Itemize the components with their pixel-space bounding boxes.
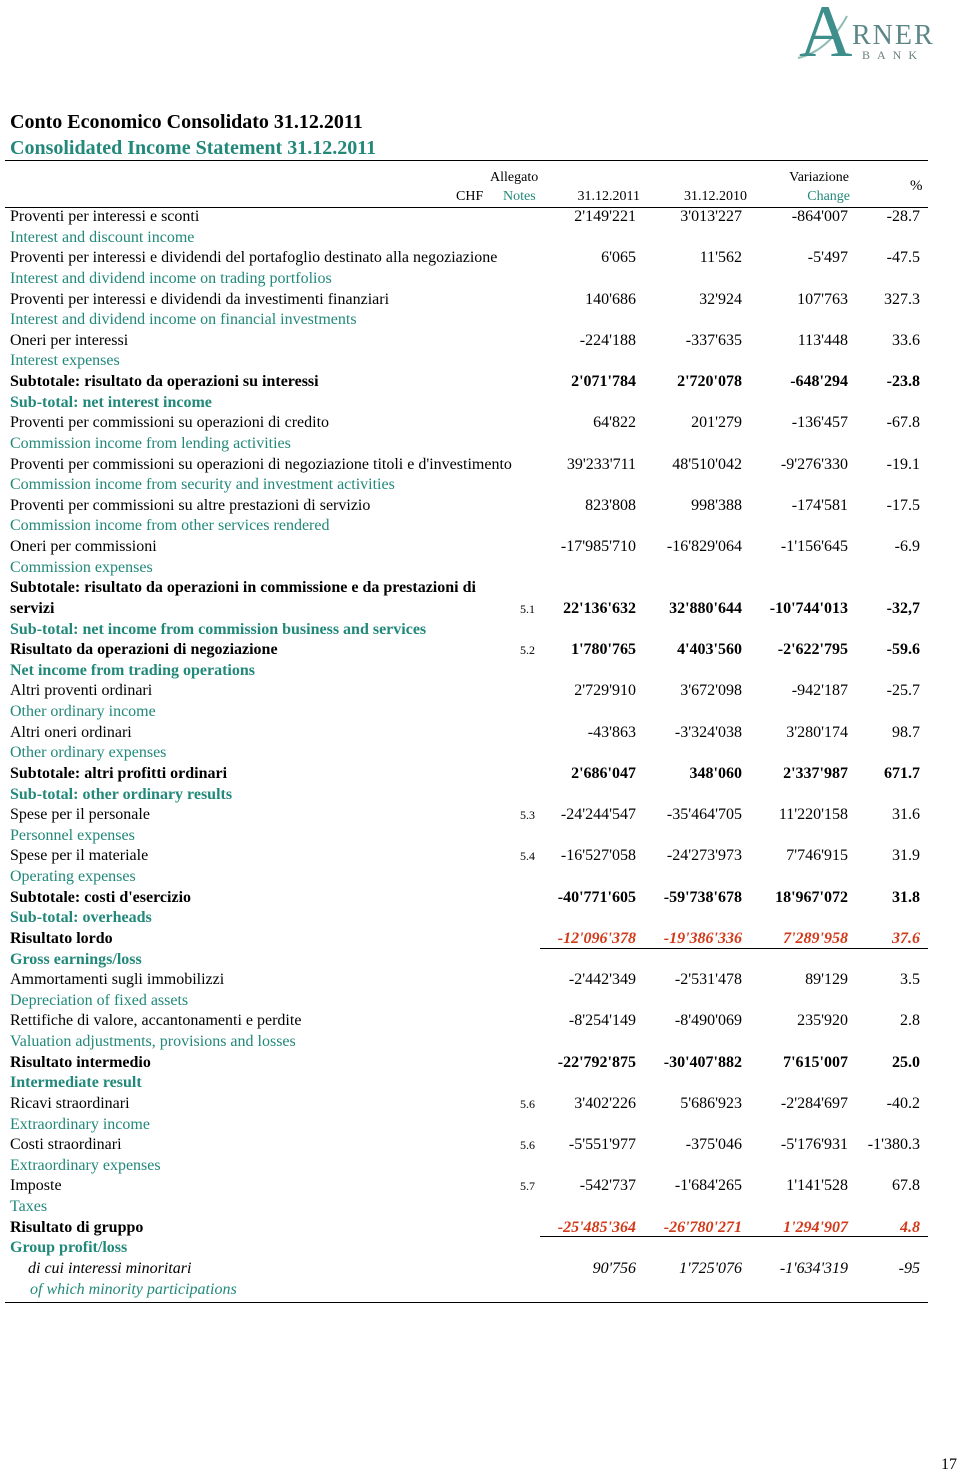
value-2010: 348'060 — [689, 764, 742, 782]
value-pct: -95 — [898, 1259, 920, 1277]
row-line-it — [0, 764, 960, 785]
header-change: Change — [807, 189, 850, 204]
key-total-underline — [540, 948, 928, 949]
row-line-en — [0, 950, 960, 971]
income-row — [0, 640, 960, 681]
row-line-en — [0, 702, 960, 723]
value-change: -2'622'795 — [777, 641, 848, 659]
income-row — [0, 1135, 960, 1176]
value-change: 1'141'528 — [786, 1177, 848, 1195]
header-notes: Notes — [503, 189, 536, 204]
value-pct: 37.6 — [892, 929, 920, 947]
row-label-it: Costi straordinari — [10, 1136, 122, 1154]
row-line-it — [0, 578, 960, 619]
income-row — [0, 496, 960, 537]
row-label-it: Risultato di gruppo — [10, 1218, 144, 1236]
statement-title-it: Conto Economico Consolidato 31.12.2011 — [10, 111, 363, 133]
income-row — [0, 1218, 960, 1259]
row-line-en — [0, 867, 960, 888]
row-label-en: Commission income from lending activities — [10, 434, 291, 452]
row-label-it: Proventi per interessi e sconti — [10, 208, 200, 225]
income-row — [0, 413, 960, 454]
value-2011: 90'756 — [592, 1259, 636, 1277]
row-line-it — [0, 1218, 960, 1239]
value-2010: -59'738'678 — [663, 888, 742, 906]
value-pct: 31.9 — [892, 847, 920, 865]
row-line-it — [0, 413, 960, 434]
value-change: -2'284'697 — [780, 1094, 848, 1112]
value-2010: -19'386'336 — [663, 929, 742, 947]
value-change: 235'920 — [797, 1012, 848, 1030]
value-2010: -26'780'271 — [663, 1218, 742, 1236]
value-2011: -17'985'710 — [560, 538, 636, 555]
row-label-it: Spese per il personale — [10, 806, 150, 824]
row-label-en: Interest and discount income — [10, 228, 195, 246]
value-pct: -59.6 — [886, 641, 920, 659]
rule-top — [5, 160, 928, 161]
income-row — [0, 723, 960, 764]
income-statement-table — [0, 207, 960, 1300]
row-line-it — [0, 929, 960, 950]
value-pct: 31.8 — [892, 888, 920, 906]
value-2010: -16'829'064 — [666, 538, 742, 555]
row-line-en — [0, 908, 960, 929]
row-note: 5.3 — [520, 808, 535, 823]
income-row — [0, 207, 960, 248]
row-line-it — [0, 496, 960, 517]
value-pct: 4.8 — [900, 1218, 920, 1236]
row-line-it — [0, 846, 960, 867]
income-row — [0, 248, 960, 289]
value-2010: 998'388 — [691, 496, 742, 514]
row-line-it — [0, 805, 960, 826]
value-2010: 4'403'560 — [677, 641, 742, 659]
value-2010: 2'720'078 — [677, 373, 742, 390]
value-pct: -6.9 — [894, 538, 920, 555]
income-row — [0, 1176, 960, 1217]
row-line-en — [0, 475, 960, 496]
row-line-it — [0, 1094, 960, 1115]
row-label-it: Ammortamenti sugli immobilizzi — [10, 971, 225, 989]
row-label-en: Extraordinary income — [10, 1115, 150, 1133]
row-label-it: Risultato da operazioni di negoziazione — [10, 641, 278, 659]
row-label-en: Other ordinary income — [10, 703, 156, 720]
income-row — [0, 1094, 960, 1135]
value-change: 2'337'987 — [783, 764, 848, 782]
header-allegato: Allegato — [490, 170, 539, 185]
arner-bank-logo — [795, 0, 940, 62]
value-pct: 67.8 — [892, 1177, 920, 1195]
value-2010: -375'046 — [685, 1136, 742, 1154]
row-note: 5.4 — [520, 849, 535, 864]
row-label-en: Intermediate result — [10, 1074, 142, 1092]
value-pct: -32,7 — [886, 599, 920, 617]
rule-bottom — [5, 1302, 928, 1303]
income-row — [0, 970, 960, 1011]
value-2010: -3'324'038 — [674, 723, 742, 741]
value-2010: -8'490'069 — [674, 1012, 742, 1030]
income-row — [0, 888, 960, 929]
row-line-it — [0, 723, 960, 744]
row-line-it — [0, 1053, 960, 1074]
income-row — [0, 578, 960, 640]
value-change: -10'744'013 — [769, 599, 848, 617]
row-label-en: Interest and dividend income on trading portfolios — [10, 269, 332, 287]
value-2010: 11'562 — [699, 249, 742, 267]
row-label-it: Oneri per interessi — [10, 331, 129, 349]
row-line-it — [0, 1011, 960, 1032]
value-2010: 48'510'042 — [672, 455, 742, 473]
value-pct: -40.2 — [886, 1094, 920, 1112]
income-row — [0, 681, 960, 722]
row-label-en: Extraordinary expenses — [10, 1156, 161, 1174]
row-line-en — [0, 620, 960, 641]
row-note: 5.1 — [520, 601, 535, 616]
row-label-it: Subtotale: costi d'esercizio — [10, 888, 192, 906]
value-2010: 32'880'644 — [669, 599, 742, 617]
row-line-en — [0, 516, 960, 537]
value-2011: -43'863 — [587, 723, 636, 741]
value-change: -136'457 — [791, 414, 848, 432]
row-line-en — [0, 434, 960, 455]
value-2010: -337'635 — [685, 331, 742, 349]
value-change: 107'763 — [797, 290, 848, 308]
value-change: 1'294'907 — [783, 1218, 848, 1236]
row-label-en: Commission expenses — [10, 558, 153, 576]
value-change: 7'289'958 — [783, 929, 848, 947]
row-line-en — [0, 1238, 960, 1259]
value-2011: 2'729'910 — [574, 682, 636, 700]
value-2010: 5'686'923 — [680, 1094, 742, 1112]
value-2011: -224'188 — [579, 331, 636, 349]
value-pct: 2.8 — [900, 1012, 920, 1030]
value-2011: 22'136'632 — [563, 599, 636, 617]
row-line-en — [0, 1156, 960, 1177]
income-row — [0, 1053, 960, 1094]
header-col-2010: 31.12.2010 — [684, 189, 747, 204]
row-line-it — [0, 331, 960, 352]
value-change: -864'007 — [791, 208, 848, 225]
row-line-en — [0, 826, 960, 847]
row-line-en — [0, 785, 960, 806]
row-line-it — [0, 970, 960, 991]
value-pct: -19.1 — [886, 455, 920, 473]
value-2011: -12'096'378 — [557, 929, 636, 947]
row-line-en — [0, 1280, 960, 1301]
value-pct: -25.7 — [886, 682, 920, 700]
value-change: 11'220'158 — [778, 806, 848, 824]
value-2011: 823'808 — [585, 496, 636, 514]
value-change: 113'448 — [797, 331, 848, 349]
row-line-en — [0, 991, 960, 1012]
row-label-en: Personnel expenses — [10, 826, 135, 844]
row-line-en — [0, 228, 960, 249]
value-pct: -67.8 — [886, 414, 920, 432]
row-note: 5.2 — [520, 643, 535, 658]
income-row — [0, 1011, 960, 1052]
row-label-it: Proventi per commissioni su altre prestazioni di servizio — [10, 496, 371, 514]
row-label-it: Proventi per commissioni su operazioni di negoziazione titoli e d'investimento — [10, 455, 512, 473]
value-2010: -24'273'973 — [666, 847, 742, 865]
value-change: -5'176'931 — [780, 1136, 848, 1154]
value-2011: -542'737 — [579, 1177, 636, 1195]
header-currency: CHF — [456, 189, 484, 204]
value-2011: -5'551'977 — [568, 1136, 636, 1154]
value-2011: -2'442'349 — [568, 971, 636, 989]
row-line-it — [0, 248, 960, 269]
value-2010: 3'672'098 — [680, 682, 742, 700]
row-note: 5.6 — [520, 1138, 535, 1153]
row-note: 5.7 — [520, 1179, 535, 1194]
income-row — [0, 455, 960, 496]
row-label-it: Proventi per interessi e dividendi del portafoglio destinato alla negoziazione — [10, 249, 498, 267]
row-line-it — [0, 640, 960, 661]
row-label-it: Subtotale: risultato da operazioni in commissione e da prestazioni di servizi — [10, 579, 476, 617]
value-2011: -25'485'364 — [557, 1218, 636, 1236]
row-label-en: Interest and dividend income on financial investments — [10, 311, 357, 329]
value-change: 7'746'915 — [786, 847, 848, 865]
row-label-en: Commission income from security and investment activities — [10, 476, 395, 494]
row-line-it — [0, 290, 960, 311]
value-change: -942'187 — [791, 682, 848, 700]
income-row — [0, 929, 960, 970]
row-label-en: of which minority participations — [30, 1280, 237, 1298]
row-line-en — [0, 310, 960, 331]
value-2011: -16'527'058 — [560, 847, 636, 865]
row-label-en: Operating expenses — [10, 868, 136, 885]
value-pct: 33.6 — [892, 331, 920, 349]
value-2010: -30'407'882 — [663, 1053, 742, 1071]
row-label-en: Net income from trading operations — [10, 661, 255, 679]
value-pct: -47.5 — [886, 249, 920, 267]
value-change: 7'615'007 — [783, 1053, 848, 1071]
value-2011: 3'402'226 — [574, 1094, 636, 1112]
value-pct: 25.0 — [892, 1053, 920, 1071]
value-2010: -35'464'705 — [666, 806, 742, 824]
row-label-it: Subtotale: risultato da operazioni su interessi — [10, 373, 319, 390]
row-line-it — [0, 537, 960, 558]
income-row — [0, 372, 960, 413]
value-2011: 2'149'221 — [574, 208, 636, 225]
row-label-en: Other ordinary expenses — [10, 744, 167, 762]
value-2010: 3'013'227 — [680, 208, 742, 225]
key-total-underline — [540, 1236, 928, 1237]
value-pct: -1'380.3 — [867, 1136, 920, 1154]
row-label-it: Oneri per commissioni — [10, 538, 157, 555]
row-label-en: Gross earnings/loss — [10, 950, 142, 968]
row-line-en — [0, 1197, 960, 1218]
row-line-en — [0, 269, 960, 290]
row-line-en — [0, 1073, 960, 1094]
row-label-en: Interest expenses — [10, 352, 120, 370]
value-change: 18'967'072 — [775, 888, 848, 906]
page-number: 17 — [941, 1456, 957, 1473]
row-line-en — [0, 351, 960, 372]
value-pct: 98.7 — [892, 723, 920, 741]
income-row — [0, 331, 960, 372]
value-2011: 140'686 — [585, 290, 636, 308]
value-2011: -22'792'875 — [557, 1053, 636, 1071]
row-label-en: Sub-total: overheads — [10, 909, 152, 927]
header-col-2011: 31.12.2011 — [577, 189, 640, 204]
value-2011: 2'686'047 — [571, 764, 636, 782]
row-label-en: Depreciation of fixed assets — [10, 991, 189, 1009]
row-line-en — [0, 1115, 960, 1136]
value-2010: 1'725'076 — [679, 1259, 742, 1277]
row-line-en — [0, 558, 960, 579]
row-line-it — [0, 372, 960, 393]
row-label-it: Altri oneri ordinari — [10, 723, 132, 741]
value-2010: 201'279 — [691, 414, 742, 432]
income-row — [0, 1259, 960, 1300]
row-label-en: Sub-total: other ordinary results — [10, 785, 233, 803]
row-label-en: Group profit/loss — [10, 1239, 128, 1257]
income-row — [0, 537, 960, 578]
value-change: 89'129 — [805, 971, 848, 989]
row-line-en — [0, 743, 960, 764]
row-label-en: Commission income from other services rendered — [10, 517, 330, 535]
value-change: 3'280'174 — [786, 723, 848, 741]
row-line-it — [0, 888, 960, 909]
header-pct: % — [910, 178, 923, 194]
row-line-it — [0, 207, 960, 228]
value-pct: 671.7 — [884, 764, 920, 782]
row-label-en: Sub-total: net interest income — [10, 393, 212, 411]
row-line-it — [0, 681, 960, 702]
income-row — [0, 764, 960, 805]
row-label-it: Risultato intermedio — [10, 1053, 151, 1071]
value-change: -1'156'645 — [780, 538, 848, 555]
value-2011: 1'780'765 — [571, 641, 636, 659]
value-change: -648'294 — [790, 373, 848, 390]
row-line-it — [0, 1176, 960, 1197]
row-label-en: Valuation adjustments, provisions and losses — [10, 1033, 296, 1050]
value-pct: 3.5 — [900, 971, 920, 989]
row-label-en: Sub-total: net income from commission business and services — [10, 620, 427, 638]
row-label-it: Spese per il materiale — [10, 847, 149, 865]
logo-sub: BANK — [862, 48, 925, 62]
row-label-it: Ricavi straordinari — [10, 1094, 130, 1112]
row-label-it: Proventi per commissioni su operazioni di credito — [10, 414, 330, 432]
value-change: -1'634'319 — [779, 1259, 848, 1277]
value-pct: 31.6 — [892, 806, 920, 824]
row-line-en — [0, 661, 960, 682]
value-2011: -24'244'547 — [560, 806, 636, 824]
row-note: 5.6 — [520, 1096, 535, 1111]
value-2010: -1'684'265 — [674, 1177, 742, 1195]
income-row — [0, 846, 960, 887]
row-label-it: Altri proventi ordinari — [10, 682, 153, 700]
value-pct: -28.7 — [886, 208, 920, 225]
row-line-it — [0, 1259, 960, 1280]
row-label-it: Rettifiche di valore, accantonamenti e perdite — [10, 1012, 302, 1030]
statement-title-en: Consolidated Income Statement 31.12.2011 — [10, 137, 377, 159]
row-label-en: Taxes — [10, 1198, 48, 1215]
value-2011: 2'071'784 — [571, 373, 636, 390]
row-line-en — [0, 393, 960, 414]
value-pct: 327.3 — [884, 290, 920, 308]
row-line-it — [0, 1135, 960, 1156]
row-label-it: di cui interessi minoritari — [28, 1259, 192, 1277]
value-2011: 39'233'711 — [566, 455, 636, 473]
value-2011: -40'771'605 — [557, 888, 636, 906]
row-label-it: Proventi per interessi e dividendi da investimenti finanziari — [10, 290, 390, 308]
value-2010: -2'531'478 — [674, 971, 742, 989]
value-2011: 64'822 — [593, 414, 636, 432]
income-row — [0, 290, 960, 331]
value-2011: -8'254'149 — [568, 1012, 636, 1030]
row-label-it: Imposte — [10, 1177, 62, 1195]
row-line-it — [0, 455, 960, 476]
value-2011: 6'065 — [601, 249, 636, 267]
value-pct: -23.8 — [886, 373, 920, 390]
row-label-it: Subtotale: altri profitti ordinari — [10, 764, 228, 782]
value-change: -9'276'330 — [780, 455, 848, 473]
header-variazione: Variazione — [789, 170, 849, 185]
logo-mark: A — [799, 0, 853, 62]
income-row — [0, 805, 960, 846]
row-label-it: Risultato lordo — [10, 929, 113, 947]
logo-name: RNER — [852, 20, 935, 51]
value-change: -5'497 — [807, 249, 848, 267]
row-line-en — [0, 1032, 960, 1053]
value-pct: -17.5 — [886, 496, 920, 514]
value-2010: 32'924 — [699, 290, 742, 308]
value-change: -174'581 — [791, 496, 848, 514]
